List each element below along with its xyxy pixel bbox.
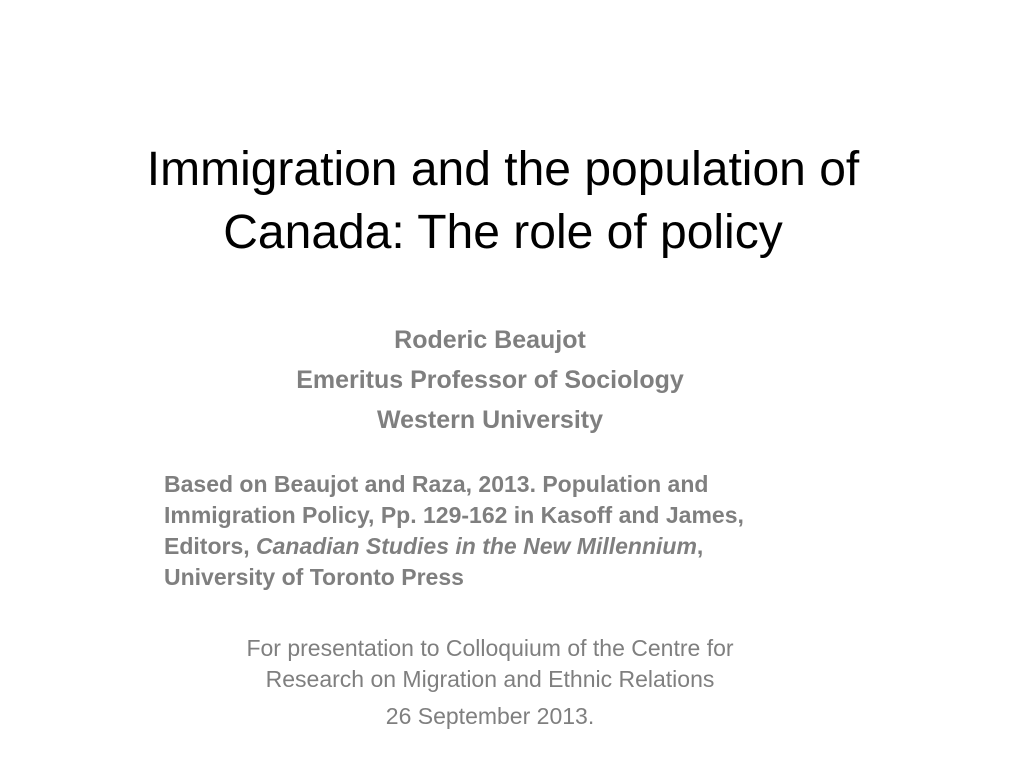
citation-line-2: Immigration Policy, Pp. 129-162 in Kasoff and James, bbox=[164, 502, 744, 528]
citation-line-4: University of Toronto Press bbox=[164, 564, 464, 590]
footer-line-1: For presentation to Colloquium of the Centre for bbox=[246, 635, 734, 661]
author-name: Roderic Beaujot bbox=[394, 326, 586, 354]
title-line-2: Canada: The role of policy bbox=[223, 206, 783, 259]
presentation-note bbox=[190, 633, 790, 732]
citation-block bbox=[164, 469, 844, 593]
citation-book-title: Canadian Studies in the New Millennium bbox=[256, 533, 697, 559]
citation-comma: , bbox=[696, 533, 704, 559]
presentation-date: 26 September 2013. bbox=[385, 703, 595, 729]
author-position: Emeritus Professor of Sociology bbox=[296, 366, 684, 394]
citation-editors: Editors, bbox=[164, 533, 257, 559]
slide-title bbox=[100, 138, 906, 264]
author-institution: Western University bbox=[376, 406, 603, 434]
title-line-1: Immigration and the population of bbox=[146, 143, 860, 196]
author-block bbox=[190, 320, 790, 440]
citation-line-1: Based on Beaujot and Raza, 2013. Population and bbox=[164, 471, 709, 497]
citation-line-3 bbox=[164, 531, 844, 562]
footer-line-2: Research on Migration and Ethnic Relations bbox=[265, 666, 715, 692]
